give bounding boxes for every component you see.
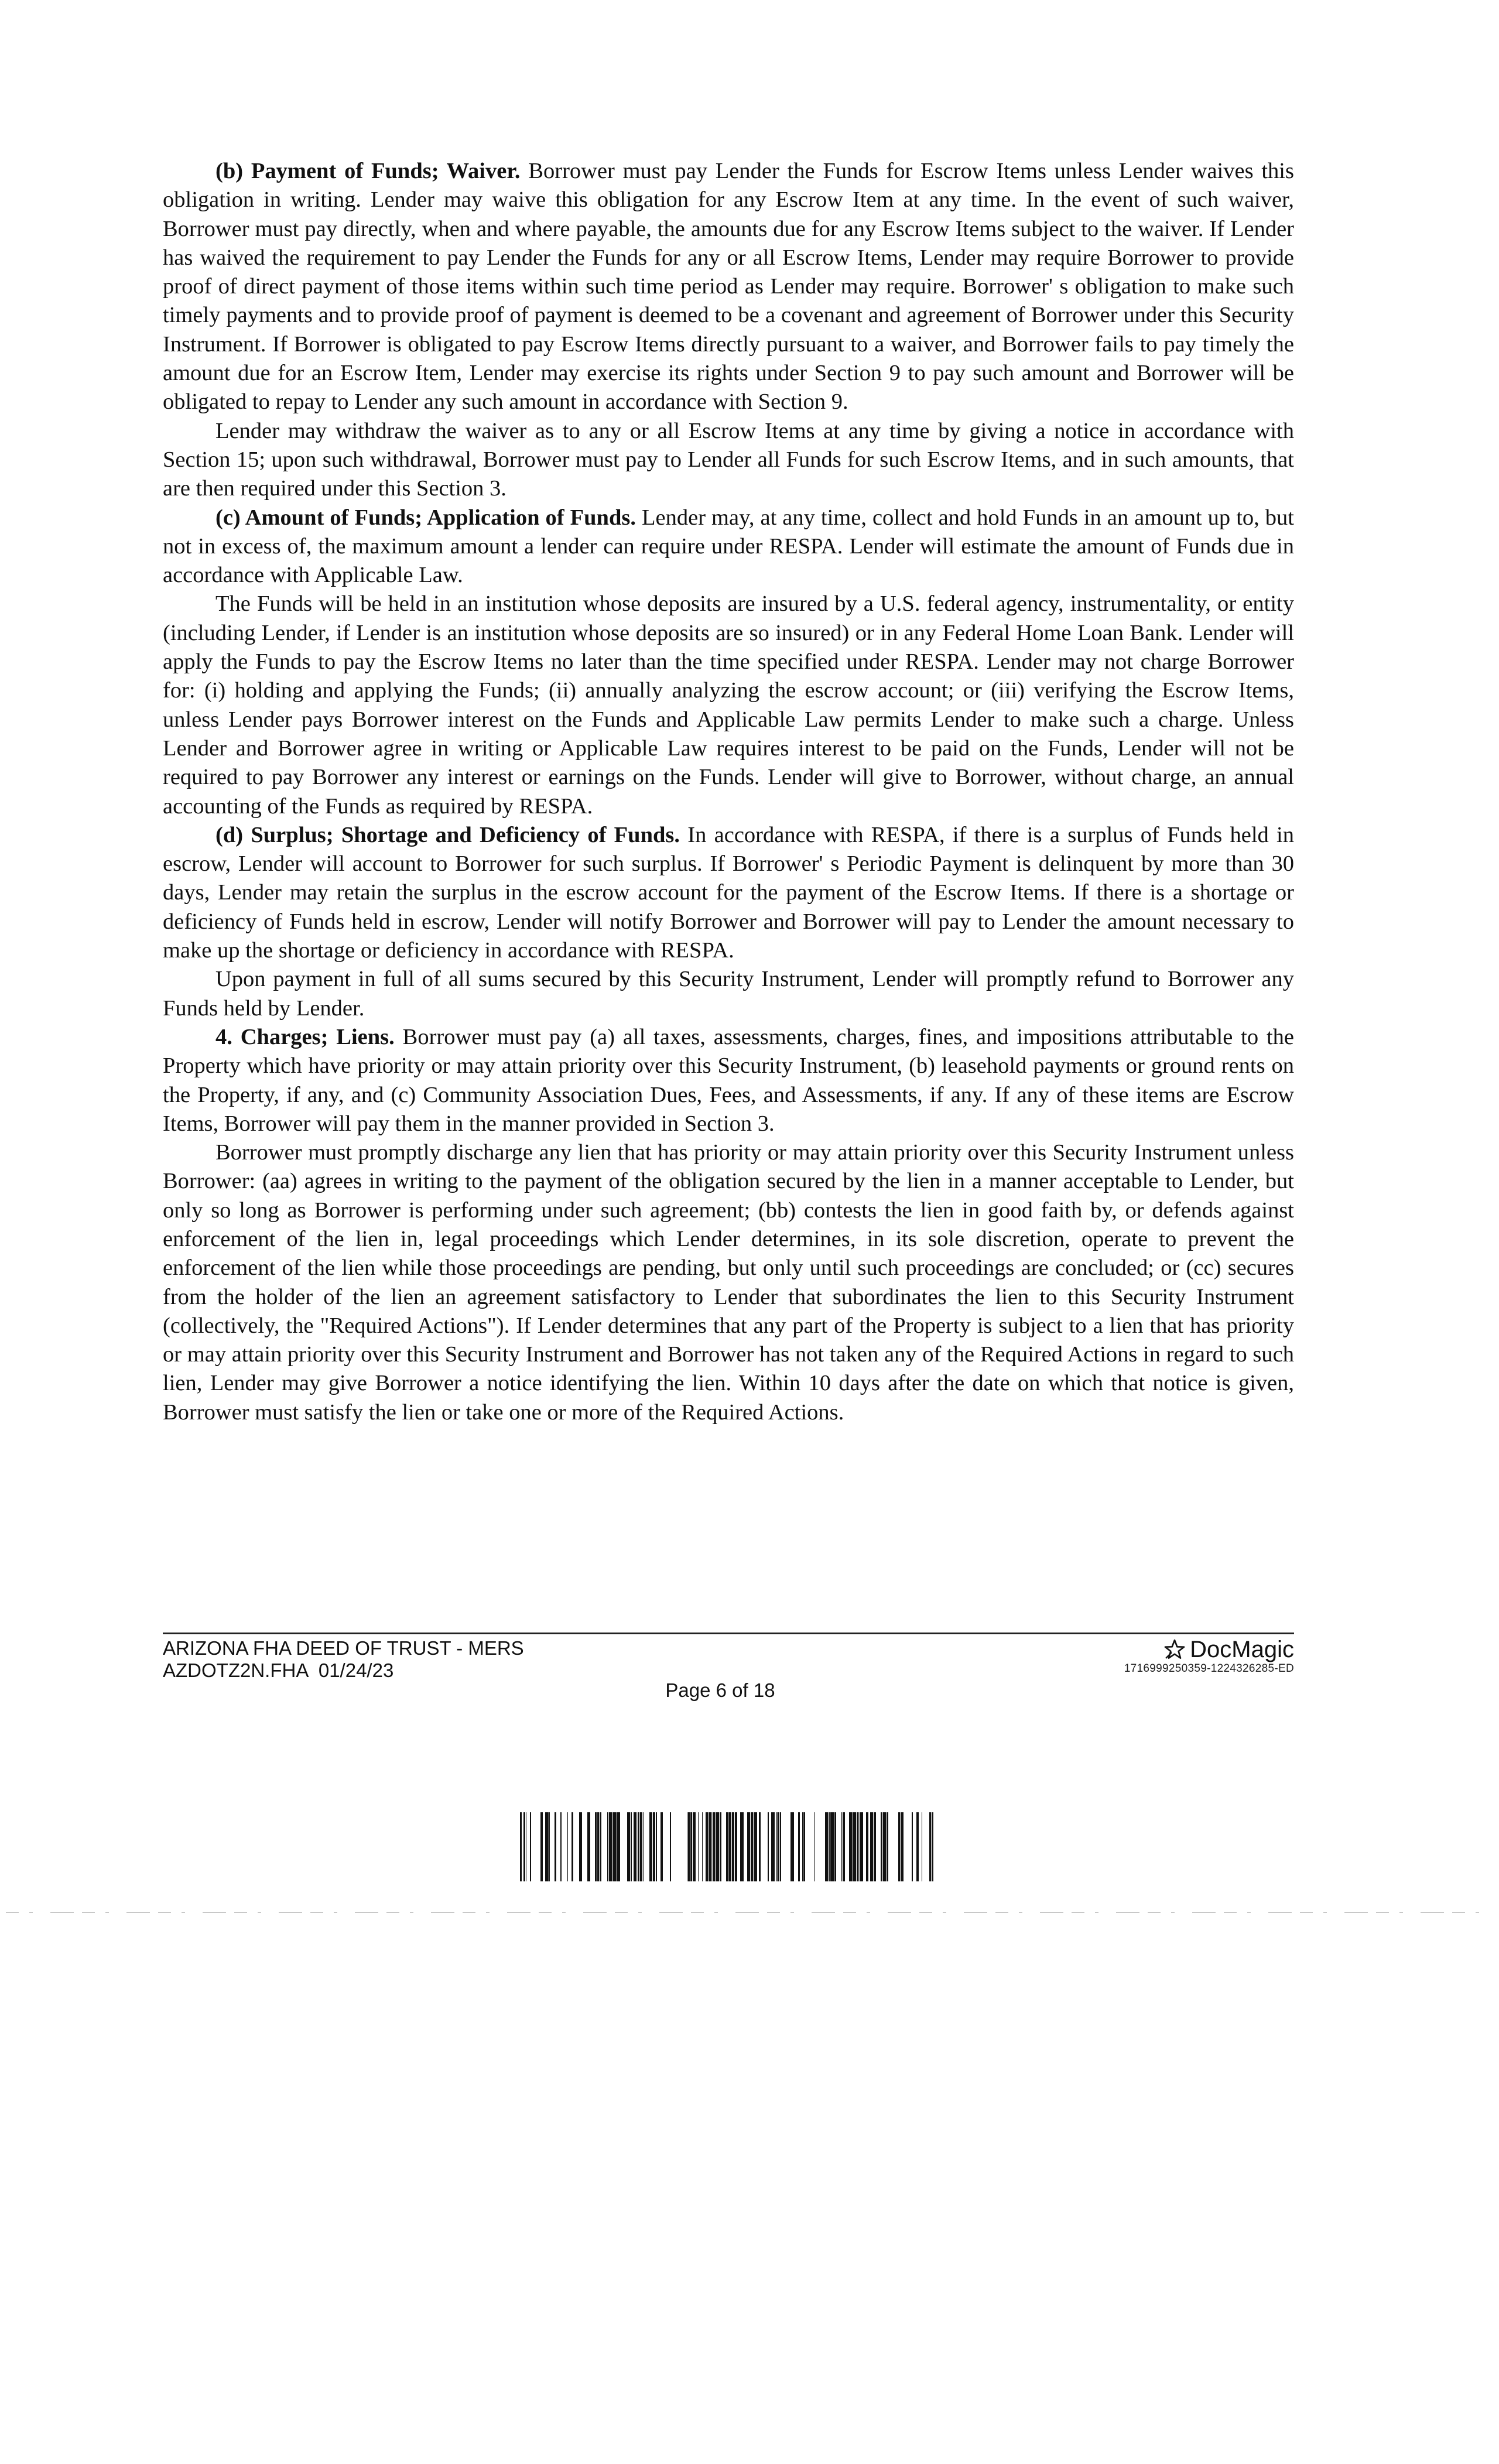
barcode-bar bbox=[706, 1812, 708, 1881]
barcode-bar bbox=[740, 1812, 744, 1881]
barcode-bar bbox=[670, 1812, 671, 1881]
barcode-bar bbox=[929, 1812, 931, 1881]
barcode-bar bbox=[887, 1812, 888, 1881]
barcode-bar bbox=[545, 1812, 549, 1881]
barcode-bar bbox=[653, 1812, 655, 1881]
barcode-bar bbox=[520, 1812, 522, 1881]
paragraph-surplus-shortage bbox=[163, 821, 1294, 965]
barcode-bar bbox=[932, 1812, 933, 1881]
form-title: ARIZONA FHA DEED OF TRUST - MERS bbox=[163, 1637, 524, 1659]
barcode-bar bbox=[732, 1812, 734, 1881]
paragraph-heading: (c) Amount of Funds; Application of Funds. bbox=[215, 505, 636, 530]
barcode-bar bbox=[754, 1812, 757, 1881]
paragraph-heading: 4. Charges; Liens. bbox=[215, 1024, 395, 1049]
barcode-bar bbox=[726, 1812, 728, 1881]
barcode-bar bbox=[711, 1812, 712, 1881]
barcode-bar bbox=[825, 1812, 828, 1881]
barcode-bar bbox=[690, 1812, 692, 1881]
barcode-bar bbox=[790, 1812, 794, 1881]
barcode-bar bbox=[916, 1812, 919, 1881]
barcode-bar bbox=[870, 1812, 873, 1881]
barcode-bar bbox=[866, 1812, 868, 1881]
barcode-bar bbox=[853, 1812, 856, 1881]
paragraph-withdraw-waiver bbox=[163, 417, 1294, 504]
barcode-bar bbox=[860, 1812, 863, 1881]
barcode-bar bbox=[881, 1812, 882, 1881]
barcode-bar bbox=[643, 1812, 644, 1881]
barcode-bar bbox=[751, 1812, 753, 1881]
barcode-bar bbox=[613, 1812, 617, 1881]
barcode-bar bbox=[720, 1812, 721, 1881]
barcode-bar bbox=[640, 1812, 642, 1881]
barcode-bar bbox=[858, 1812, 859, 1881]
barcode-bar bbox=[627, 1812, 630, 1881]
barcode-bar bbox=[597, 1812, 599, 1881]
paragraph-text: In accordance with RESPA, if there is a surplus of Funds held in escrow, Lender will account to Borrower for such surplus. If Borrower' s Periodic Payment is delinquent by more than 30 days, Lender may retain the surplus in the escrow account for the payment of the Escrow Items. If there is a shortage or deficiency of Funds held in escrow, Lender will notify Borrower and Borrower will pay to Lender the amount necessary to make up the shortage or deficiency in accordance with RESPA. bbox=[163, 822, 1294, 963]
barcode-bar bbox=[768, 1812, 769, 1881]
brand-name: DocMagic bbox=[1190, 1637, 1294, 1662]
barcode-bar bbox=[549, 1812, 550, 1881]
barcode-bar bbox=[778, 1812, 779, 1881]
barcode-bar bbox=[579, 1812, 582, 1881]
barcode-bar bbox=[728, 1812, 731, 1881]
barcode-bar bbox=[901, 1812, 903, 1881]
barcode-bar bbox=[693, 1812, 696, 1881]
barcode-bar bbox=[912, 1812, 913, 1881]
barcode-bar bbox=[572, 1812, 573, 1881]
barcode-bar bbox=[716, 1812, 719, 1881]
barcode-bar bbox=[857, 1812, 858, 1881]
paragraph-discharge-lien bbox=[163, 1138, 1294, 1427]
paragraph-charges-liens bbox=[163, 1023, 1294, 1138]
barcode-bar bbox=[803, 1812, 805, 1881]
barcode-bar bbox=[530, 1812, 531, 1881]
barcode-bar bbox=[802, 1812, 803, 1881]
barcode-bar bbox=[834, 1812, 836, 1881]
barcode-bar bbox=[830, 1812, 834, 1881]
document-id: 1716999250359-1224326285-ED bbox=[1124, 1662, 1294, 1675]
barcode-bar bbox=[698, 1812, 699, 1881]
footer-divider bbox=[163, 1633, 1294, 1634]
paragraph-text: Upon payment in full of all sums secured by this Security Instrument, Lender will promptly refund to Borrower any Funds held by Lender. bbox=[163, 967, 1294, 1021]
paragraph-heading: (b) Payment of Funds; Waiver. bbox=[215, 159, 521, 183]
barcode-bar bbox=[747, 1812, 750, 1881]
star-outline-icon bbox=[1163, 1638, 1186, 1661]
barcode-bar bbox=[771, 1812, 775, 1881]
barcode-bar bbox=[600, 1812, 601, 1881]
barcode-bar bbox=[638, 1812, 639, 1881]
form-code: AZDOTZ2N.FHA 01/24/23 bbox=[163, 1659, 394, 1681]
barcode-bar bbox=[713, 1812, 715, 1881]
paragraph-heading: (d) Surplus; Shortage and Deficiency of Funds. bbox=[215, 822, 680, 847]
paragraph-text: Lender may withdraw the waiver as to any or all Escrow Items at any time by giving a notice in accordance with Section 15; upon such withdrawal, Borrower must pay to Lender all Funds for such Escrow Items, and in such amounts, that are then required under this Section 3. bbox=[163, 418, 1294, 501]
paragraph-text: Borrower must pay (a) all taxes, assessments, charges, fines, and impositions attributable to the Property which have priority or may attain priority over this Security Instrument, (b) leasehold payments or ground rents on the Property, if any, and (c) Community Association Dues, Fees, and Assessments, if any. If any of these items are Escrow Items, Borrower will pay them in the manner provided in Section 3. bbox=[163, 1024, 1294, 1136]
barcode-bar bbox=[798, 1812, 800, 1881]
barcode-bar bbox=[660, 1812, 663, 1881]
barcode-bar bbox=[883, 1812, 886, 1881]
barcode-bar bbox=[567, 1812, 568, 1881]
barcode-bar bbox=[649, 1812, 652, 1881]
paragraph-amount-of-funds bbox=[163, 504, 1294, 590]
docmagic-logo bbox=[1124, 1637, 1294, 1662]
barcode-bar bbox=[688, 1812, 690, 1881]
barcode-bar bbox=[829, 1812, 830, 1881]
paragraph-text: Borrower must pay Lender the Funds for Escrow Items unless Lender waives this obligation in writing. Lender may waive this obligation for any Escrow Item at any time. In the event of such waiver, Borrower must pay directly, when and where payable, the amounts due for any Escrow Items subject to the waiver. If Lender has waived the requirement to pay Lender the Funds for any or all Escrow Items, Lender may require Borrower to provide proof of direct payment of those items within such time period as Lender may require. Borrower' s obligation to make such timely payments and to provide proof of payment is deemed to be a covenant and agreement of Borrower under this Security Instrument. If Borrower is obligated to pay Escrow Items directly pursuant to a waiver, and Borrower fails to pay timely the amount due for an Escrow Item, Lender may exercise its rights under Section 9 to pay such amount and Borrower will be obligated to repay to Lender any such amount in accordance with Section 9. bbox=[163, 159, 1294, 415]
barcode-bar bbox=[595, 1812, 597, 1881]
barcode-bar bbox=[759, 1812, 761, 1881]
paragraph-text: The Funds will be held in an institution whose deposits are insured by a U.S. federal agency, instrumentality, or entity (including Lender, if Lender is an institution whose deposits are so insured) or in any Federal Home Loan Bank. Lender will apply the Funds to pay the Escrow Items no later than the time specified under RESPA. Lender may not charge Borrower for: (i) holding and applying the Funds; (ii) annually analyzing the escrow account; or (iii) verifying the Escrow Items, unless Lender pays Borrower interest on the Funds and Applicable Law permits Lender to make such a charge. Unless Lender and Borrower agree in writing or Applicable Law requires interest to be paid on the Funds, Lender will not be required to pay Borrower any interest or earnings on the Funds. Lender will give to Borrower, without charge, an annual accounting of the Funds as required by RESPA. bbox=[163, 591, 1294, 819]
barcode-bar bbox=[587, 1812, 590, 1881]
barcode-bar bbox=[776, 1812, 778, 1881]
barcode-bar bbox=[560, 1812, 562, 1881]
barcode-bar bbox=[555, 1812, 556, 1881]
barcode-bar bbox=[702, 1812, 703, 1881]
barcode-bar bbox=[814, 1812, 815, 1881]
barcode-bar bbox=[709, 1812, 711, 1881]
barcode bbox=[520, 1812, 933, 1881]
barcode-bar bbox=[874, 1812, 876, 1881]
barcode-bar bbox=[617, 1812, 620, 1881]
barcode-bar bbox=[780, 1812, 781, 1881]
footer-brand-block bbox=[1124, 1637, 1294, 1676]
document-body bbox=[163, 157, 1294, 1427]
barcode-bar bbox=[523, 1812, 525, 1881]
barcode-bar bbox=[540, 1812, 543, 1881]
barcode-bar bbox=[634, 1812, 636, 1881]
paragraph-text: Borrower must promptly discharge any lien that has priority or may attain priority over this Security Instrument unless Borrower: (aa) agrees in writing to the payment of the obligation secured by the lien in a manner acceptable to Lender, but only so long as Borrower is performing under such agreement; (bb) contests the lien in good faith by, or defends against enforcement of the lien in, legal proceedings which Lender determines, in its sole discretion, operate to prevent the enforcement of the lien while those proceedings are pending, but only until such proceedings are concluded; or (cc) secures from the holder of the lien an agreement satisfactory to Lender that subordinates the lien to this Security Instrument (collectively, the "Required Actions"). If Lender determines that any part of the Property is subject to a lien that has priority or may attain priority over this Security Instrument and Borrower has not taken any of the Required Actions in regard to such lien, Lender may give Borrower a notice identifying the lien. Within 10 days after the date on which that notice is given, Borrower must satisfy the lien or take one or more of the Required Actions. bbox=[163, 1140, 1294, 1425]
barcode-bar bbox=[636, 1812, 637, 1881]
paragraph-funds-held bbox=[163, 590, 1294, 820]
barcode-bar bbox=[898, 1812, 900, 1881]
barcode-bar bbox=[849, 1812, 853, 1881]
footer-form-info bbox=[163, 1637, 524, 1682]
barcode-bar bbox=[841, 1812, 842, 1881]
paragraph-text: Lender may, at any time, collect and hold Funds in an amount up to, but not in excess of, the maximum amount a lender can require under RESPA. Lender will estimate the amount of Funds due in accordance with Applicable Law. bbox=[163, 505, 1294, 588]
barcode-bar bbox=[609, 1812, 612, 1881]
page-number: Page 6 of 18 bbox=[665, 1679, 775, 1701]
paragraph-payment-of-funds bbox=[163, 157, 1294, 417]
barcode-bar bbox=[735, 1812, 737, 1881]
barcode-bar bbox=[607, 1812, 608, 1881]
barcode-bar bbox=[843, 1812, 845, 1881]
paragraph-refund bbox=[163, 965, 1294, 1023]
scan-artifact-line bbox=[0, 1911, 1499, 1914]
barcode-bar bbox=[631, 1812, 632, 1881]
barcode-bar bbox=[656, 1812, 657, 1881]
